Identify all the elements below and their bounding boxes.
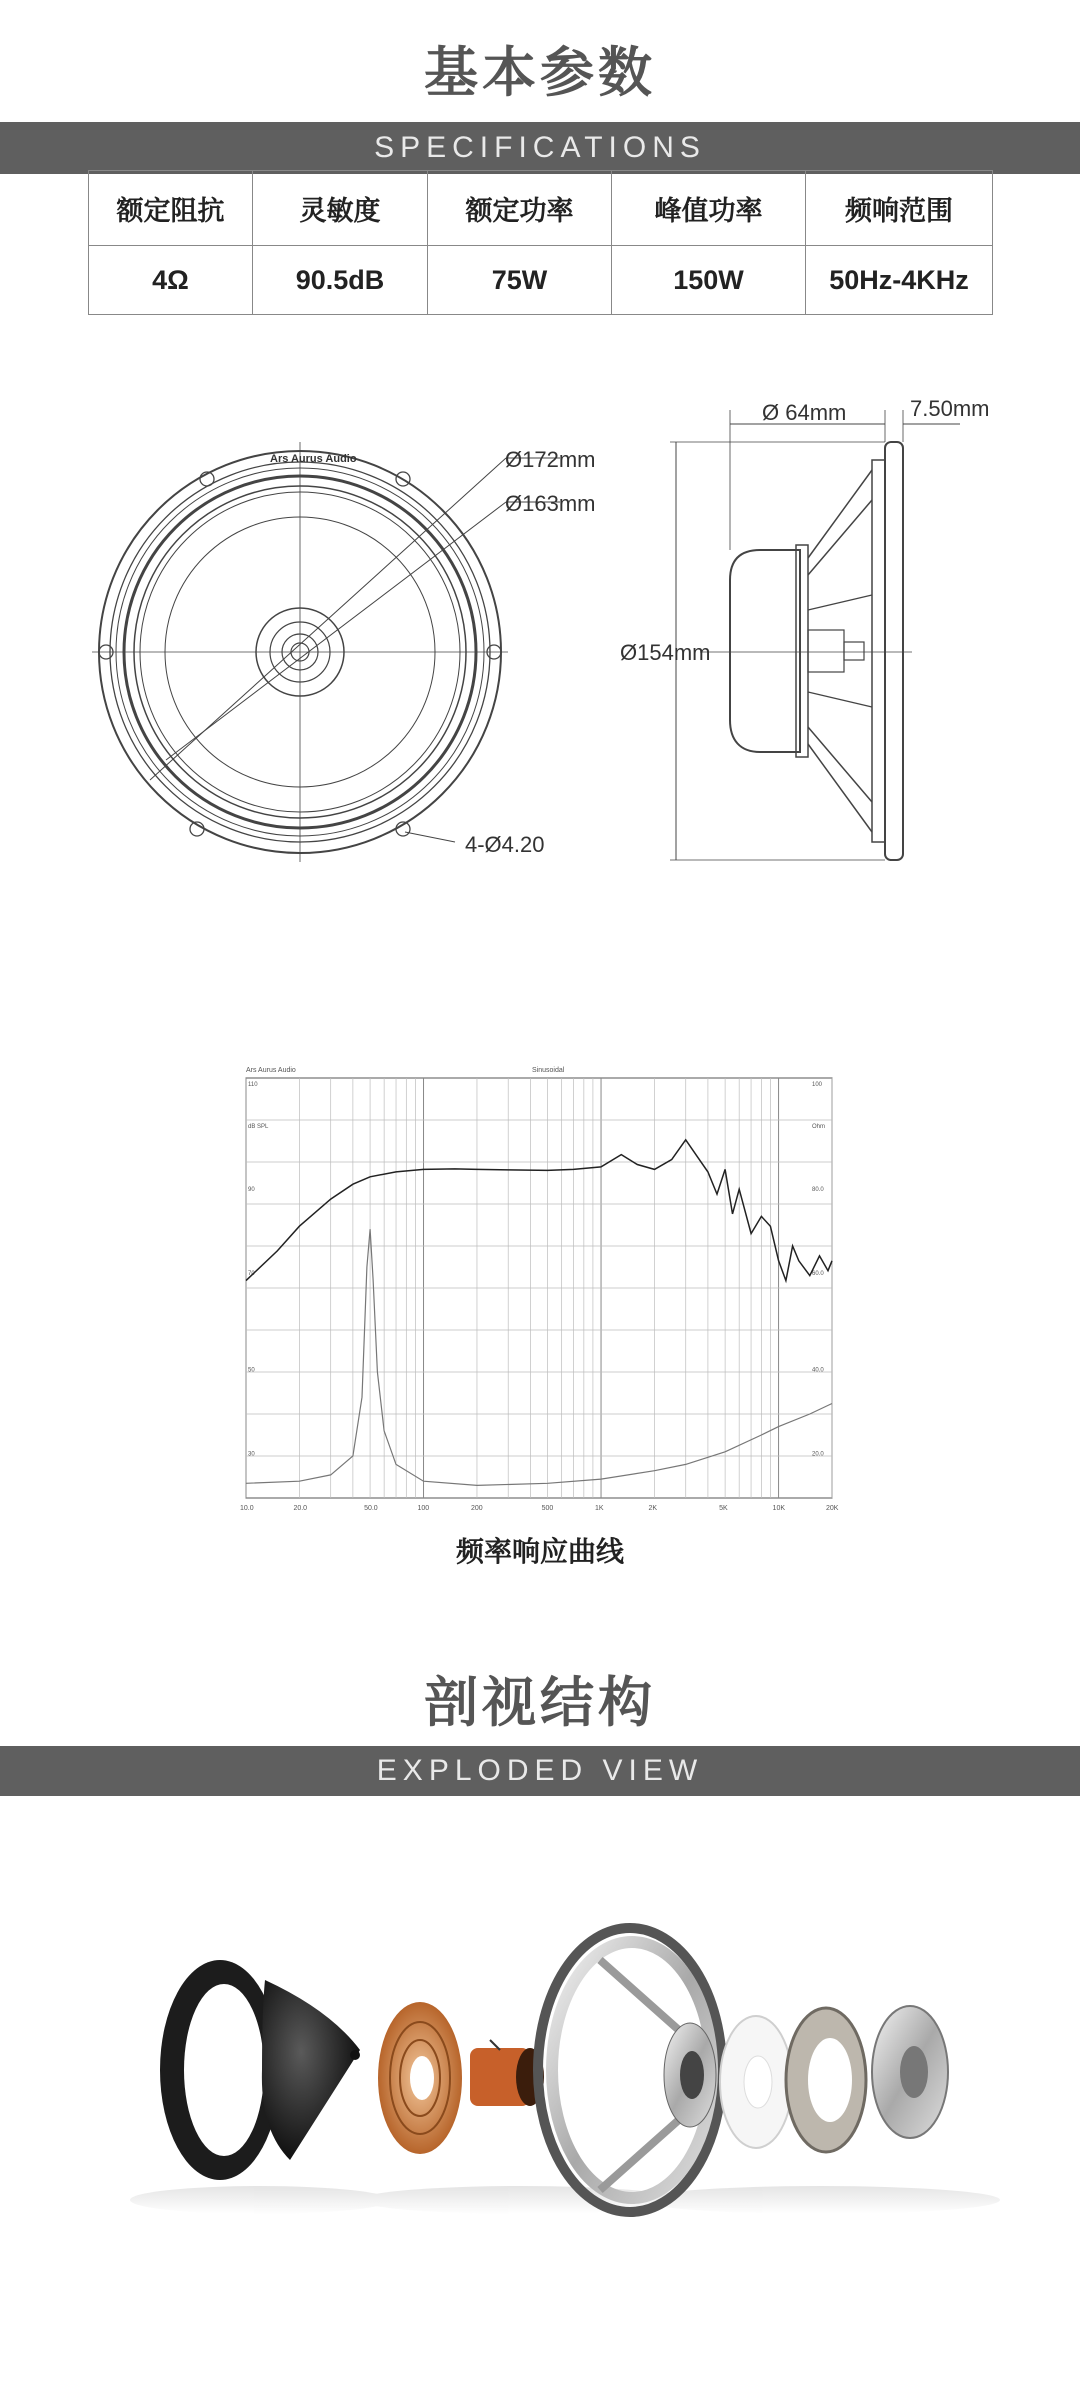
value-impedance: 4Ω <box>89 246 253 315</box>
specs-title: 基本参数 <box>424 41 656 104</box>
dim-inner-diameter: Ø163mm <box>505 491 596 516</box>
x-tick-label: 50.0 <box>364 1505 378 1512</box>
dim-outer-diameter: Ø172mm <box>505 447 596 472</box>
y-right-tick-label: 40.0 <box>812 1367 824 1374</box>
y-left-tick-label: 110 <box>248 1082 258 1088</box>
x-tick-label: 10K <box>772 1505 786 1512</box>
cone-part <box>262 1980 360 2160</box>
specs-header-row <box>89 171 993 246</box>
front-brand-text: Ars Aurus Audio <box>270 453 357 465</box>
header-frequency-range: 频响范围 <box>806 171 993 246</box>
value-sensitivity: 90.5dB <box>253 246 428 315</box>
x-tick-label: 200 <box>470 1505 483 1512</box>
front-view-drawing <box>92 442 560 862</box>
x-tick-label: 2K <box>648 1505 658 1512</box>
header-sensitivity: 灵敏度 <box>253 171 428 246</box>
y-left-tick-label: 50 <box>248 1367 255 1374</box>
frequency-chart-caption: 频率响应曲线 <box>455 1535 624 1568</box>
dim-magnet-diameter: Ø 64mm <box>762 400 847 425</box>
dim-depth: 7.50mm <box>910 396 990 421</box>
y-right-tick-label: 60.0 <box>812 1271 824 1277</box>
header-impedance: 额定阻抗 <box>89 171 253 246</box>
x-tick-label: 20.0 <box>293 1505 308 1512</box>
y-right-tick-label: 100 <box>812 1082 823 1088</box>
specs-band <box>0 122 1080 174</box>
value-rated-power: 75W <box>428 246 612 315</box>
dim-hole-spec: 4-Ø4.20 <box>465 832 545 857</box>
exploded-view-illustration <box>0 1900 1080 2340</box>
technical-drawing <box>0 380 1080 900</box>
back-plate-part <box>872 2006 948 2138</box>
y-right-tick-label: Ohm <box>812 1124 826 1130</box>
voice-coil-part <box>470 2040 544 2106</box>
dim-cutout-diameter: Ø154mm <box>620 640 711 665</box>
value-peak-power: 150W <box>612 246 806 315</box>
exploded-title: 剖视结构 <box>424 1671 656 1734</box>
x-tick-label: 5K <box>719 1505 728 1512</box>
part-shadows <box>130 2186 1000 2214</box>
spider-part <box>378 2002 462 2154</box>
x-tick-label: 500 <box>541 1505 554 1512</box>
chart-header-left: Ars Aurus Audio <box>246 1067 296 1074</box>
y-right-tick-label: 20.0 <box>812 1451 824 1458</box>
y-left-tick-label: 90 <box>248 1187 255 1193</box>
header-peak-power: 峰值功率 <box>612 171 806 246</box>
top-plate-part <box>720 2016 792 2148</box>
y-left-tick-label: 70 <box>248 1271 255 1277</box>
magnet-part <box>786 2008 866 2152</box>
exploded-subtitle: EXPLODED VIEW <box>376 1754 704 1787</box>
x-tick-label: 100 <box>417 1505 430 1512</box>
exploded-band <box>0 1746 1080 1796</box>
specs-table <box>88 170 993 315</box>
value-frequency-range: 50Hz-4KHz <box>806 246 993 315</box>
specs-subtitle: SPECIFICATIONS <box>374 131 706 164</box>
y-left-tick-label: 30 <box>248 1451 255 1458</box>
chart-header-center: Sinusoidal <box>532 1067 565 1074</box>
x-tick-label: 20K <box>826 1505 839 1512</box>
x-tick-label: 1K <box>595 1505 604 1512</box>
header-rated-power: 额定功率 <box>428 171 612 246</box>
specs-value-row <box>89 246 993 315</box>
side-view-drawing <box>670 410 960 860</box>
frequency-response-chart <box>232 1058 846 1518</box>
x-tick-label: 10.0 <box>240 1505 254 1512</box>
basket-frame-part <box>538 1928 722 2212</box>
y-left-tick-label: dB SPL <box>248 1124 269 1130</box>
y-right-tick-label: 80.0 <box>812 1187 824 1193</box>
